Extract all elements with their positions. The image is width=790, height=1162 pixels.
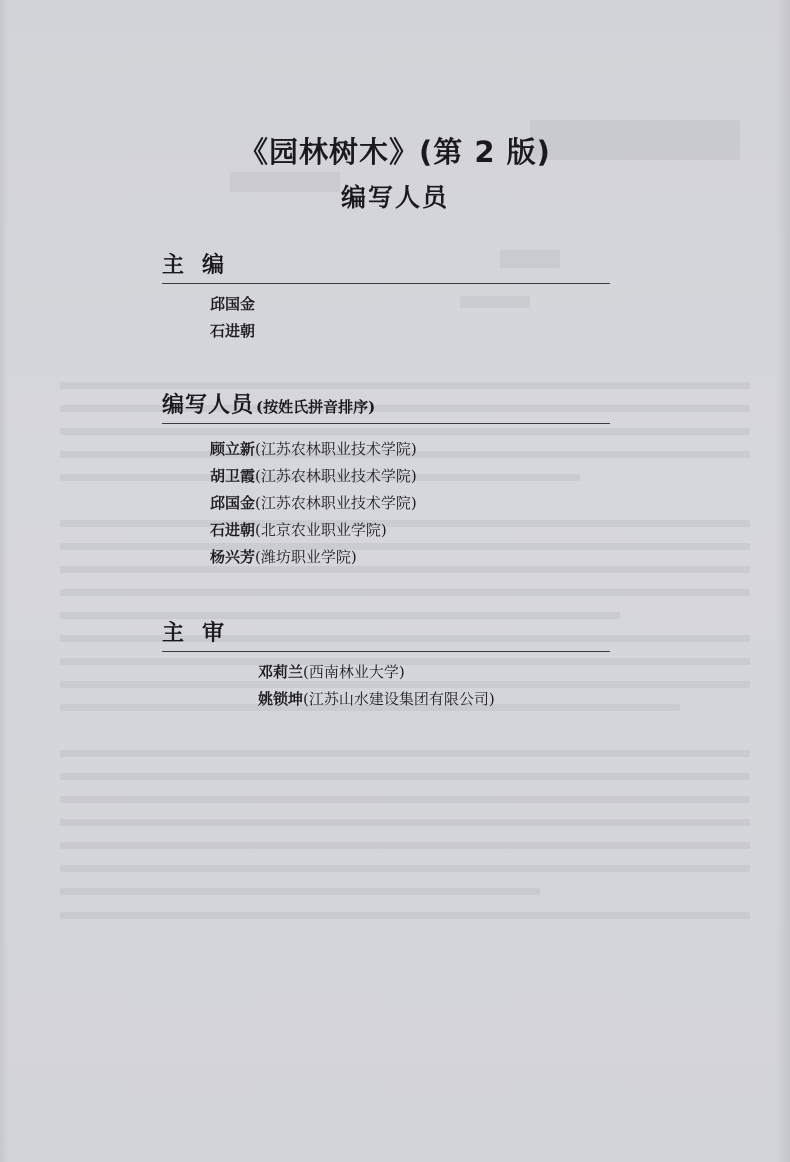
person-name: 胡卫霞 xyxy=(210,467,256,485)
page-edge-shadow-left xyxy=(0,0,8,1162)
section-title: 主审 xyxy=(162,621,243,646)
authors-list xyxy=(210,436,417,571)
person-name: 邱国金 xyxy=(210,494,256,512)
person-name: 顾立新 xyxy=(210,440,256,458)
person-name: 姚锁坤 xyxy=(258,690,304,708)
chief-editors-list xyxy=(210,291,255,345)
section-chief-editors xyxy=(162,248,610,284)
list-item xyxy=(258,659,495,686)
list-item xyxy=(210,436,417,463)
person-affiliation: (西南林业大学) xyxy=(303,663,405,681)
list-item xyxy=(210,463,417,490)
person-name: 邓莉兰 xyxy=(258,663,304,681)
reviewers-list xyxy=(258,659,495,713)
person-name: 石进朝 xyxy=(210,322,256,340)
sort-note: (按姓氏拼音排序) xyxy=(256,398,376,416)
section-reviewers xyxy=(162,616,610,652)
person-affiliation: (江苏山水建设集团有限公司) xyxy=(303,690,495,708)
person-affiliation: (江苏农林职业技术学院) xyxy=(255,440,417,458)
page-subtitle: 编写人员 xyxy=(340,183,449,212)
book-title: 《园林树木》(第 2 版) xyxy=(239,135,551,169)
section-title: 编写人员 xyxy=(162,393,255,418)
section-authors xyxy=(162,388,610,424)
list-item xyxy=(258,686,495,713)
section-header xyxy=(162,616,610,652)
list-item xyxy=(210,291,255,318)
person-name: 杨兴芳 xyxy=(210,548,256,566)
person-affiliation: (北京农业职业学院) xyxy=(255,521,387,539)
section-header xyxy=(162,248,610,284)
section-header xyxy=(162,388,610,424)
person-affiliation: (江苏农林职业技术学院) xyxy=(255,494,417,512)
list-item xyxy=(210,490,417,517)
person-name: 邱国金 xyxy=(210,295,256,313)
person-name: 石进朝 xyxy=(210,521,256,539)
list-item xyxy=(210,318,255,345)
section-title: 主编 xyxy=(162,253,243,278)
person-affiliation: (潍坊职业学院) xyxy=(255,548,357,566)
page-edge-shadow-right xyxy=(776,0,790,1162)
person-affiliation: (江苏农林职业技术学院) xyxy=(255,467,417,485)
list-item xyxy=(210,517,417,544)
list-item xyxy=(210,544,417,571)
